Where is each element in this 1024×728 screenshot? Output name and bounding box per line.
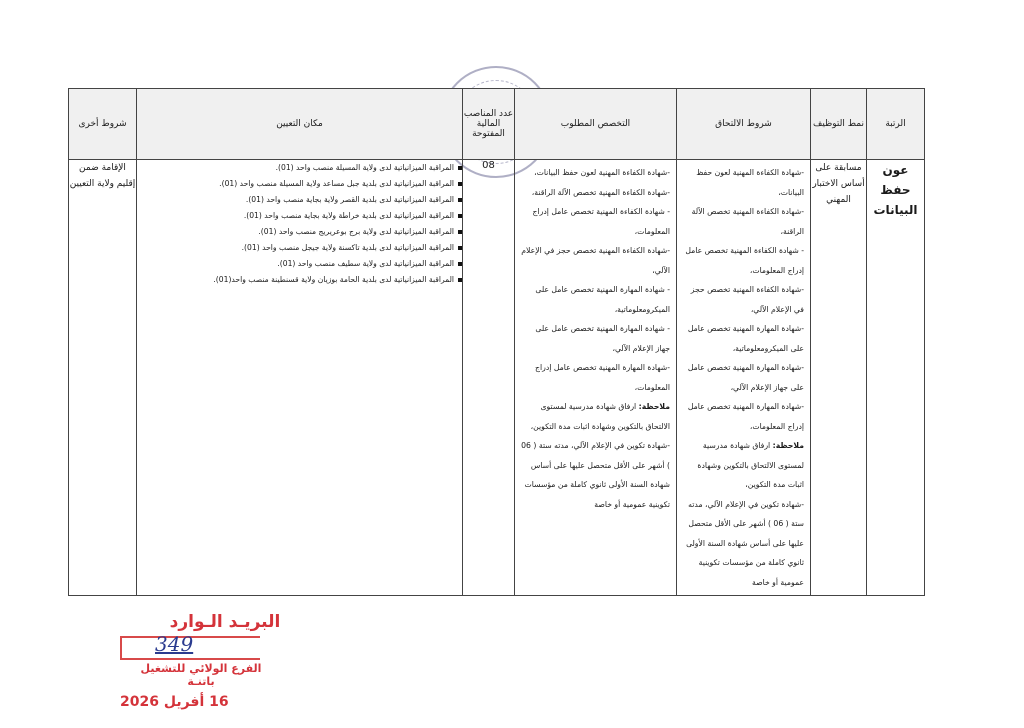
table-row — [69, 160, 925, 596]
specialty-item: -شهادة الكفاءة المهنية تخصص حجز في الإعلام الآلي، — [521, 246, 670, 275]
specialty-cell — [515, 160, 677, 596]
header-conditions: شروط الالتحاق — [677, 89, 811, 160]
stamp-branch: الفرع الولائي للتشغيل باتنـة — [140, 662, 262, 688]
place-item: المراقبة الميزانياتية لدى بلدية تاكسنة ولاية جيجل منصب واحد (01). — [137, 240, 462, 256]
specialty-item: - شهادة المهارة المهنية تخصص عامل على جهاز الإعلام الآلي، — [535, 324, 670, 353]
specialty-item: - شهادة المهارة المهنية تخصص عامل على الميكرومعلوماتية، — [535, 285, 670, 314]
specialty-item: -شهادة الكفاءة المهنية لعون حفظ البيانات، — [534, 168, 670, 177]
conditions-note — [681, 436, 804, 495]
conditions-note-label: ملاحظة: — [772, 441, 804, 450]
header-other: شروط أخرى — [69, 89, 137, 160]
conditions-tail: -شهادة تكوين في الإعلام الآلي، مدته ستة ( 06 ) أشهر على الأقل متحصل عليها على أساس شهادة السنة الأولى ثانوي كاملة من مؤسسات تكوينية عمومية أو خاصة — [686, 499, 804, 587]
conditions-item: -شهادة الكفاءة المهنية تخصص حجز في الإعلام الآلي، — [690, 285, 804, 314]
conditions-cell — [677, 160, 811, 596]
rank-cell: عون حفظ البيانات — [867, 160, 925, 596]
specialty-item: -شهادة المهارة المهنية تخصص عامل إدراج المعلومات، — [535, 363, 670, 392]
recruitment-table — [68, 88, 925, 596]
conditions-item: - شهادة الكفاءة المهنية تخصص عامل إدراج المعلومات، — [685, 246, 804, 275]
conditions-item: -شهادة المهارة المهنية تخصص عامل على جهاز الإعلام الآلي، — [687, 363, 804, 392]
incoming-mail-stamp-title: البريـد الـوارد — [169, 612, 281, 632]
place-cell — [137, 160, 463, 596]
place-item: المراقبة الميزانياتية لدى بلدية القصر ولاية بجاية منصب واحد (01). — [137, 192, 462, 208]
conditions-item: -شهادة الكفاءة المهنية لعون حفظ البيانات، — [696, 168, 804, 197]
mode-cell: مسابقة على أساس الاختبار المهني — [811, 160, 867, 596]
specialty-note-text: ارفاق شهادة مدرسية لمستوى الالتحاق بالتكوين وشهادة اثبات مدة التكوين، — [530, 402, 670, 431]
place-item: المراقبة الميزانياتية لدى ولاية برج بوعريريج منصب واحد (01). — [137, 224, 462, 240]
other-cell: الإقامة ضمن إقليم ولاية التعيين — [69, 160, 137, 596]
specialty-item: -شهادة الكفاءة المهنية تخصص الآلة الراقنة، — [531, 187, 670, 197]
header-rank: الرتبة — [867, 89, 925, 160]
place-item: المراقبة الميزانياتية لدى بلدية خراطة ولاية بجاية منصب واحد (01). — [137, 208, 462, 224]
specialty-note-label: ملاحظة: — [638, 402, 670, 411]
conditions-note-text: ارفاق شهادة مدرسية لمستوى الالتحاق بالتكوين وشهادة اثبات مدة التكوين، — [697, 441, 804, 489]
stamp-number: 349 — [155, 632, 194, 656]
place-item: المراقبة الميزانياتية لدى بلدية الحامة بوزيان ولاية قسنطينة منصب واحد(01). — [137, 272, 462, 288]
place-item: المراقبة الميزانياتية لدى ولاية المسيلة منصب واحد (01). — [137, 160, 462, 176]
place-item: المراقبة الميزانياتية لدى بلدية جبل مساعد ولاية المسيلة منصب واحد (01). — [137, 176, 462, 192]
header-specialty: التخصص المطلوب — [515, 89, 677, 160]
header-mode: نمط التوظيف — [811, 89, 867, 160]
stamp-date: 16 أفريل 2026 — [120, 694, 229, 710]
place-list — [137, 160, 462, 288]
specialty-tail: -شهادة تكوين في الإعلام الآلي، مدته ستة ( 06 ) أشهر على الأقل متحصل عليها على أساس شهادة السنة الأولى ثانوي كاملة من مؤسسات تكوينية عمومية أو خاصة — [521, 441, 670, 509]
specialty-note — [519, 397, 670, 436]
conditions-item: -شهادة المهارة المهنية تخصص عامل على الميكرومعلوماتية، — [687, 324, 804, 353]
place-item: المراقبة الميزانياتية لدى ولاية سطيف منصب واحد (01). — [137, 256, 462, 272]
header-count: عدد المناصب المالية المفتوحة — [463, 89, 515, 160]
conditions-item: -شهادة المهارة المهنية تخصص عامل إدراج المعلومات، — [687, 402, 804, 431]
count-cell: 08 — [463, 160, 515, 596]
header-row — [69, 89, 925, 160]
header-place: مكان التعيين — [137, 89, 463, 160]
specialty-item: - شهادة الكفاءة المهنية تخصص عامل إدراج المعلومات، — [532, 207, 670, 236]
conditions-item: -شهادة الكفاءة المهنية تخصص الآلة الراقنة، — [691, 207, 804, 236]
